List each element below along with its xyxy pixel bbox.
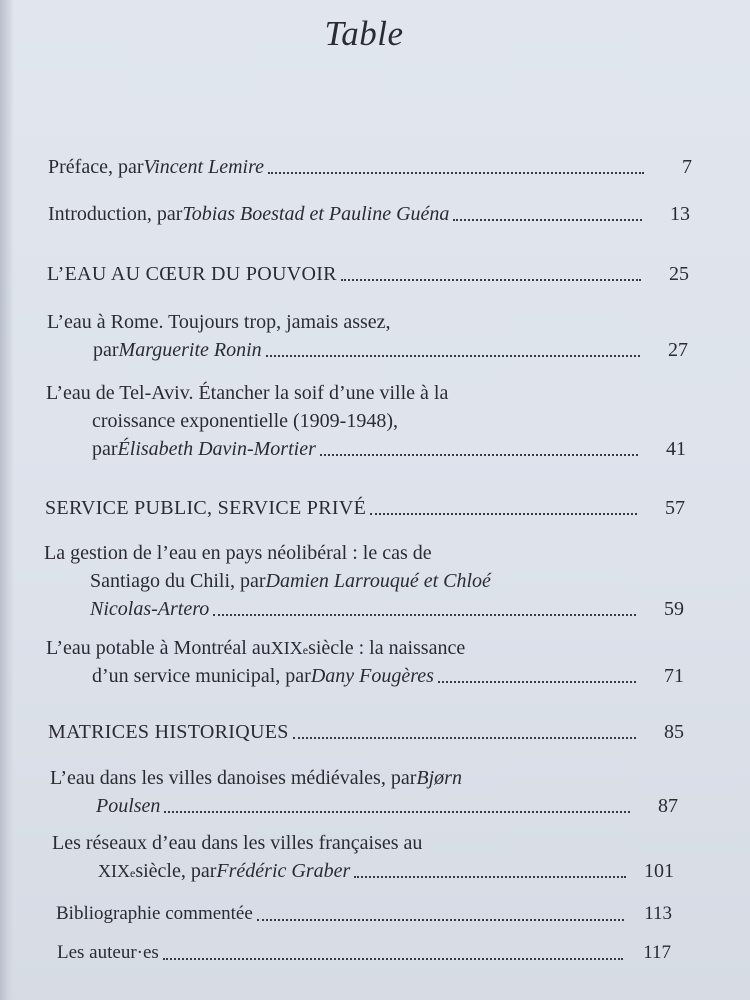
section-title: MATRICES HISTORIQUES [48, 721, 289, 743]
entry-text: par [92, 438, 118, 460]
entry-line: La gestion de l’eau en pays néolibéral : le cas de [44, 542, 432, 564]
page-number: 7 [682, 156, 692, 178]
toc-entry-auteurs [57, 939, 671, 967]
section-title: SERVICE PUBLIC, SERVICE PRIVÉ [45, 497, 367, 519]
leader-dots [163, 958, 623, 960]
toc-section-pouvoir [47, 260, 689, 288]
entry-text: Introduction, par [48, 203, 183, 225]
toc-entry-bibliographie [56, 900, 672, 928]
entry-line: Les réseaux d’eau dans les villes françaises au [52, 832, 423, 854]
toc-entry-preface [48, 153, 692, 181]
entry-author: Marguerite Ronin [118, 339, 262, 361]
page-number: 13 [670, 203, 690, 225]
leader-dots [438, 681, 636, 683]
toc-section-matrices [48, 718, 684, 746]
leader-dots [266, 355, 640, 357]
entry-line: L’eau à Rome. Toujours trop, jamais assez, [47, 311, 391, 333]
entry-text: par [93, 339, 119, 361]
leader-dots [268, 172, 644, 174]
toc-entry-tel-aviv [46, 379, 686, 463]
page-number: 59 [664, 598, 684, 620]
entry-text: siècle : la naissance [308, 637, 466, 659]
page-number: 117 [643, 942, 671, 963]
page-number: 25 [669, 263, 689, 285]
page-number: 87 [658, 795, 678, 817]
leader-dots [213, 614, 636, 616]
entry-author: Dany Fougères [310, 665, 434, 687]
leader-dots [453, 219, 642, 221]
entry-text: L’eau dans les villes danoises médiévales, par [50, 767, 417, 789]
toc-entry-reseaux: Les réseaux d’eau dans les villes françaises au XIX e siècle, par Frédéric Graber 101 [52, 829, 674, 885]
toc-entry-santiago [44, 539, 684, 623]
entry-author: Nicolas-Artero [90, 598, 210, 620]
toc-section-service [45, 494, 685, 522]
page-title: Table [324, 14, 404, 53]
page-number: 71 [664, 665, 684, 687]
leader-dots [370, 513, 637, 515]
toc-entry-introduction [48, 200, 690, 228]
entry-text: L’eau potable à Montréal au [46, 637, 271, 659]
page-number: 101 [644, 860, 674, 882]
toc-entry-rome [47, 308, 688, 364]
leader-dots [164, 811, 630, 813]
entry-text: Santiago du Chili, par [90, 570, 266, 592]
leader-dots [293, 737, 636, 739]
entry-line: L’eau de Tel-Aviv. Étancher la soif d’une ville à la [46, 382, 449, 404]
roman-numeral: XIX [270, 638, 303, 658]
page-number: 27 [668, 339, 688, 361]
entry-author: Vincent Lemire [143, 156, 265, 178]
entry-text: d’un service municipal, par [92, 665, 311, 687]
leader-dots [257, 919, 624, 921]
entry-text: siècle, par [135, 860, 217, 882]
entry-author: Poulsen [96, 795, 161, 817]
entry-line: croissance exponentielle (1909-1948), [92, 410, 399, 432]
leader-dots [320, 454, 638, 456]
entry-text: Préface, par [48, 156, 144, 178]
entry-author: Frédéric Graber [216, 860, 351, 882]
entry-text: Bibliographie commentée [56, 903, 253, 924]
leader-dots [341, 279, 641, 281]
page-number: 57 [665, 497, 685, 519]
toc-entry-montreal: L’eau potable à Montréal au XIX e siècle : la naissance d’un service municipal, par Dany Fougères 71 [46, 634, 684, 690]
entry-text: Les auteur·es [57, 942, 159, 963]
leader-dots [354, 876, 626, 878]
entry-author: Damien Larrouqué et Chloé [265, 570, 491, 592]
entry-author: Tobias Boestad et Pauline Guéna [182, 203, 450, 225]
page-number: 41 [666, 438, 686, 460]
page-number: 85 [664, 721, 684, 743]
entry-author: Bjørn [416, 767, 462, 789]
page-number: 113 [644, 903, 672, 924]
roman-numeral: XIX [98, 861, 130, 881]
page-edge-shadow [0, 0, 14, 1000]
entry-author: Élisabeth Davin-Mortier [117, 438, 316, 460]
section-title: L’EAU AU CŒUR DU POUVOIR [47, 263, 337, 285]
toc-entry-danoises [50, 764, 678, 820]
